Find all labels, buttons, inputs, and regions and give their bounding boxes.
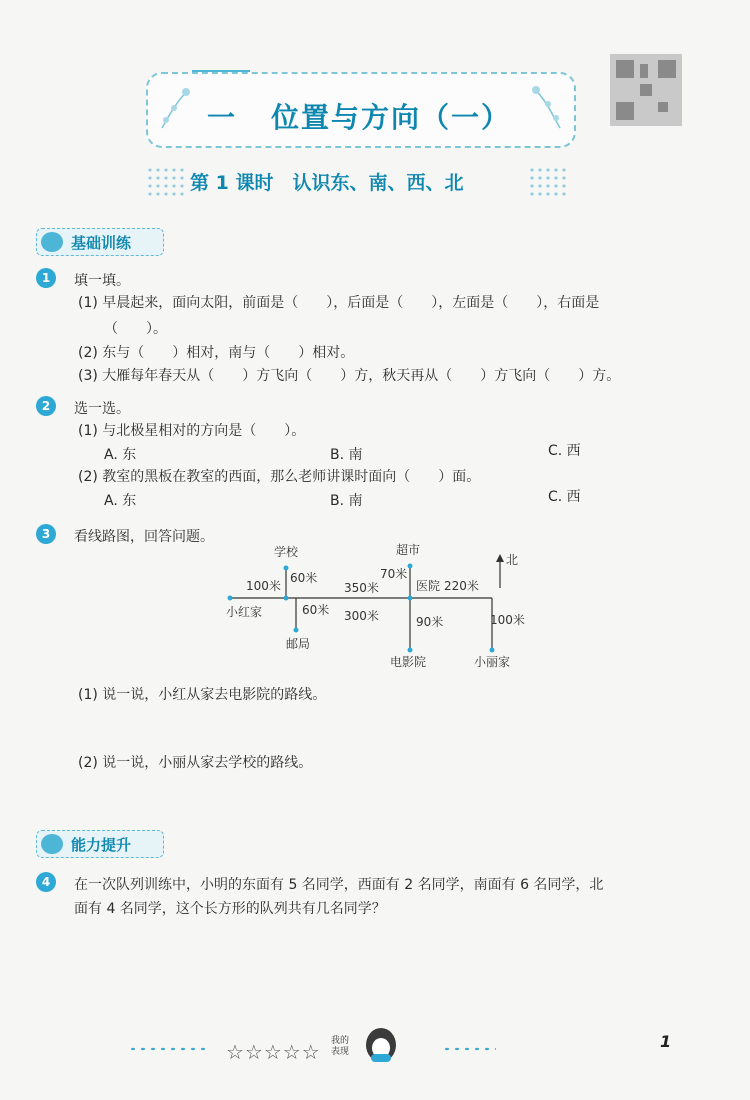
footer-dots-left: [128, 1046, 208, 1052]
dist-xiaohong-left: 100米: [246, 579, 281, 593]
dist-cinema-branch: 90米: [416, 615, 444, 629]
dist-top-mid: 350米: [344, 581, 379, 595]
dist-xiaoli-branch: 100米: [490, 613, 525, 627]
question-number-badge: 3: [36, 524, 56, 544]
performance-label-line2: 表现: [331, 1047, 350, 1057]
post-office-point: [294, 628, 299, 633]
unit-title: [146, 96, 572, 136]
cinema-point: [408, 648, 413, 653]
question-line: (2) 教室的黑板在教室的西面，那么老师讲课时面向（ ）面。: [78, 469, 481, 485]
student-icon: [41, 232, 63, 252]
dist-supermarket-branch: 70米: [380, 567, 408, 581]
option-c: C. 西: [548, 489, 581, 505]
label-supermarket: 超市: [396, 543, 421, 557]
label-hospital: 医院: [416, 579, 441, 593]
section-label: 能力提升: [71, 836, 132, 854]
dist-school-branch: 60米: [290, 571, 318, 585]
junction-point: [284, 596, 289, 601]
option-b: B. 南: [330, 447, 363, 463]
lesson-heading: [146, 166, 566, 196]
dots-decoration-right: [528, 166, 568, 196]
label-xiaohong-home: 小红家: [226, 605, 263, 619]
question-prompt: 填一填。: [74, 273, 130, 289]
rating-stars: ☆☆☆☆☆: [226, 1040, 321, 1064]
option-a: A. 东: [104, 447, 137, 463]
question-prompt: 选一选。: [74, 401, 130, 417]
xiaoli-home-point: [490, 648, 495, 653]
question-line: 在一次队列训练中，小明的东面有 5 名同学，西面有 2 名同学，南面有 6 名同学，北: [74, 877, 604, 893]
question-line: （ ）。: [104, 321, 167, 337]
performance-label: [331, 1036, 349, 1058]
option-c: C. 西: [548, 443, 581, 459]
lesson-title: 第 1 课时 认识东、南、西、北: [190, 172, 464, 194]
child-face-icon: [366, 1028, 396, 1062]
performance-label-line1: 我的: [331, 1036, 350, 1046]
label-cinema: 电影院: [390, 655, 427, 669]
school-point: [284, 566, 289, 571]
question-number-badge: 2: [36, 396, 56, 416]
label-school: 学校: [274, 545, 299, 559]
question-line: 面有 4 名同学，这个长方形的队列共有几名同学？: [74, 901, 386, 917]
question-number-badge: 1: [36, 268, 56, 288]
route-map: [220, 538, 540, 673]
option-b: B. 南: [330, 493, 363, 509]
xiaohong-home-point: [228, 596, 233, 601]
dist-bottom-mid: 300米: [344, 609, 379, 623]
unit-title-text: 位置与方向（一）: [271, 101, 512, 134]
dots-decoration-left: [146, 166, 186, 196]
question-line: (2) 东与（ ）相对，南与（ ）相对。: [78, 345, 355, 361]
label-north: 北: [506, 553, 519, 567]
question-line: (3) 大雁每年春天从（ ）方飞向（ ）方，秋天再从（ ）方飞向（ ）方。: [78, 368, 621, 384]
unit-number: 一: [206, 101, 237, 134]
footer-dots-right: [442, 1046, 496, 1052]
qr-code: [610, 54, 682, 126]
dist-hospital-right: 220米: [444, 579, 479, 593]
question-line: (1) 与北极星相对的方向是（ ）。: [78, 423, 306, 439]
question-line: (2) 说一说，小丽从家去学校的路线。: [78, 755, 313, 771]
supermarket-point: [408, 564, 413, 569]
option-a: A. 东: [104, 493, 137, 509]
section-tag-basic: [36, 228, 164, 256]
dist-post-branch: 60米: [302, 603, 330, 617]
question-line: (1) 说一说，小红从家去电影院的路线。: [78, 687, 327, 703]
page-number: 1: [660, 1032, 672, 1051]
question-number-badge: 4: [36, 872, 56, 892]
section-tag-advanced: [36, 830, 164, 858]
section-label: 基础训练: [71, 234, 132, 252]
question-line: (1) 早晨起来，面向太阳，前面是（ ），后面是（ ），左面是（ ），右面是: [78, 295, 600, 311]
hospital-point: [408, 596, 413, 601]
student-icon: [41, 834, 63, 854]
question-prompt: 看线路图，回答问题。: [74, 529, 214, 545]
label-xiaoli-home: 小丽家: [474, 655, 511, 669]
label-post-office: 邮局: [286, 637, 311, 651]
